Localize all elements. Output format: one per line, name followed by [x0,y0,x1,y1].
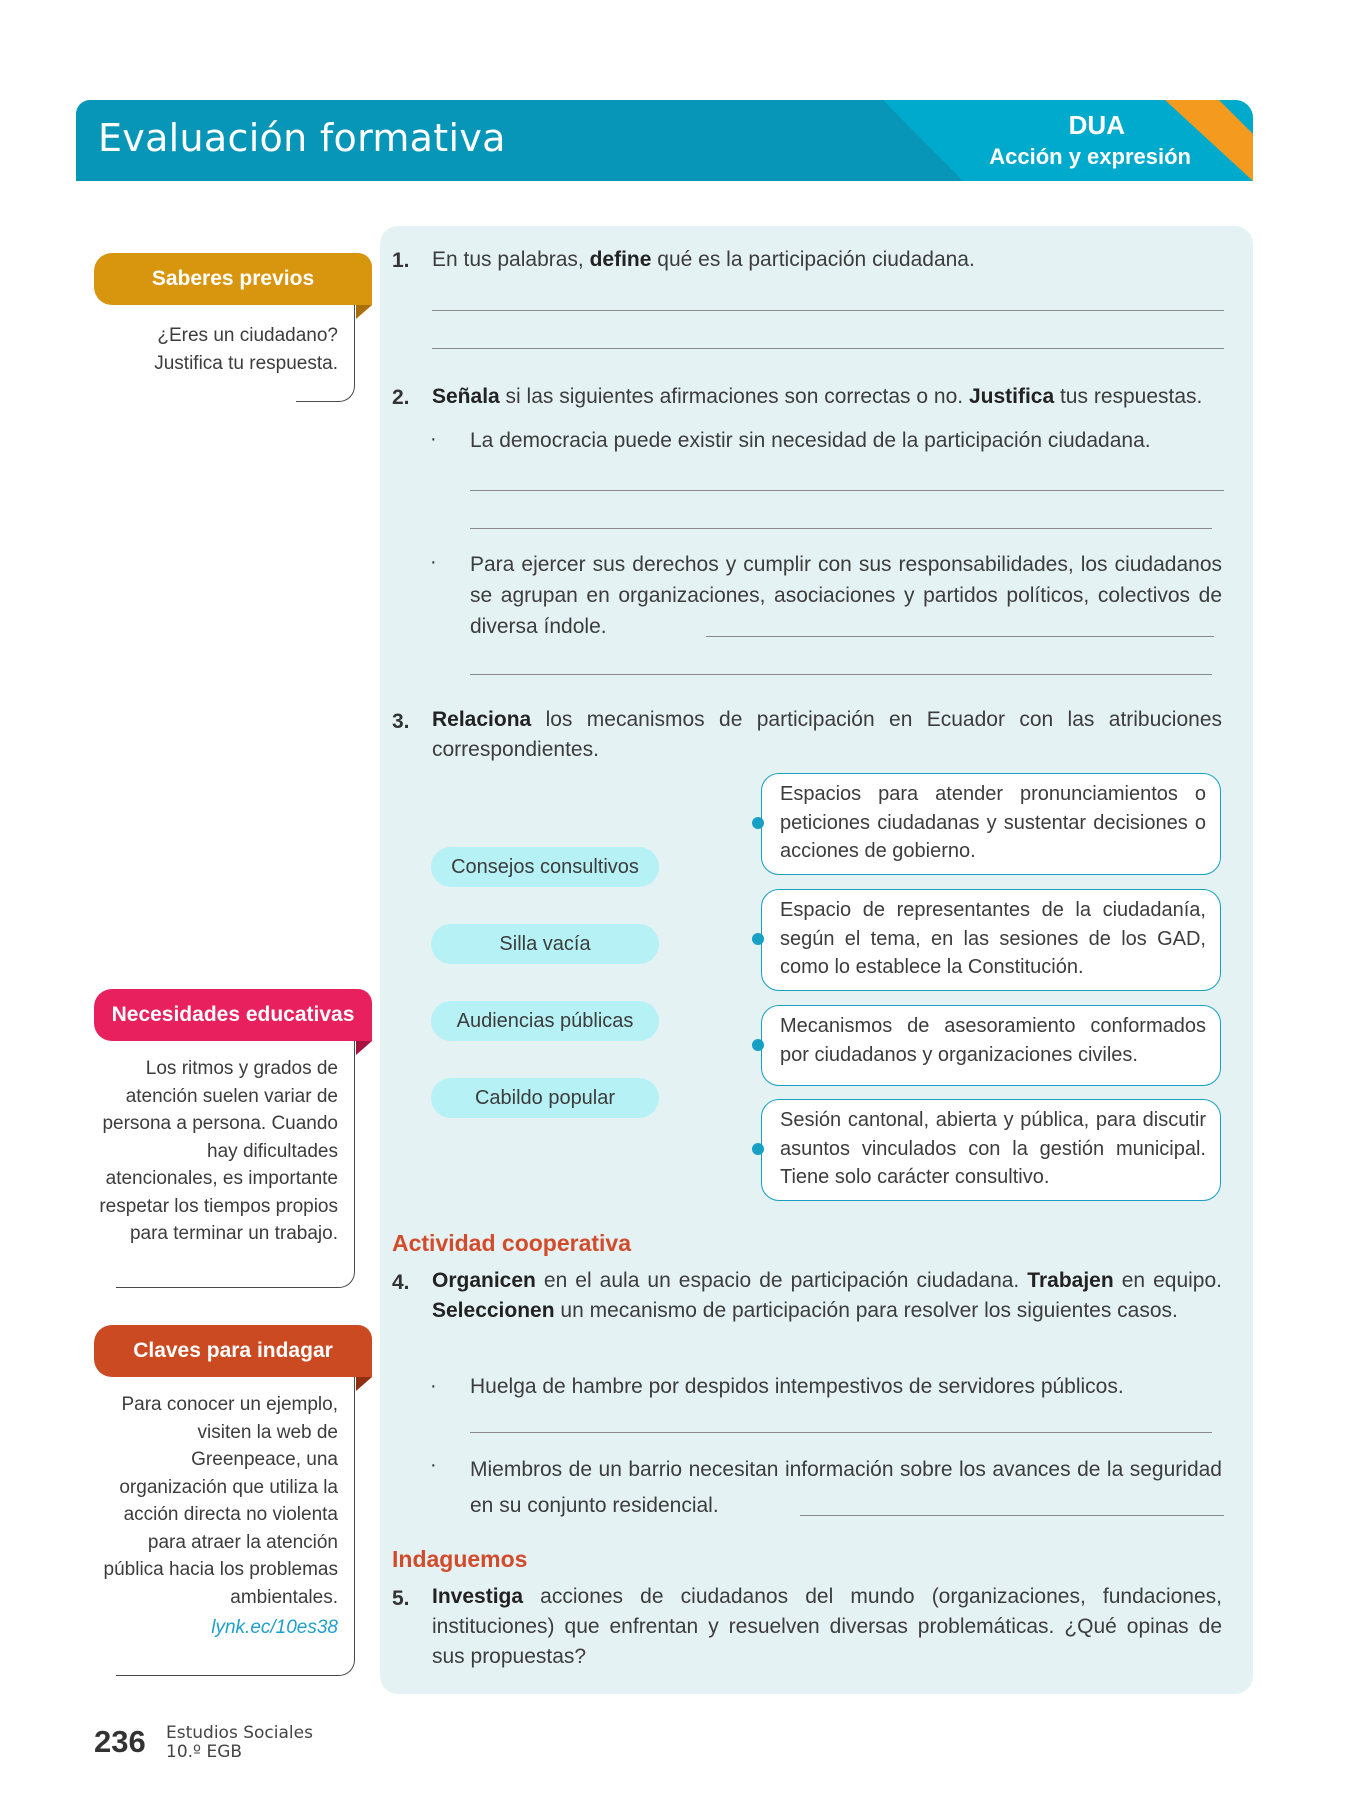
q3-verb: Relaciona [432,708,532,731]
q4-item-1: Huelga de hambre por despidos intempestivos de servidores públicos. [470,1375,1124,1398]
description-4-text: Sesión cantonal, abierta y pública, para discutir asuntos vinculados con la gestión municipal. Tiene solo carácter consultivo. [780,1109,1206,1188]
q3-number: 3. [392,710,410,733]
q1-post: qué es la participación ciudadana. [651,248,975,271]
q2-item2-answer-line-1[interactable] [706,636,1214,637]
description-box-3[interactable] [761,1005,1221,1086]
actividad-cooperativa-heading: Actividad cooperativa [392,1230,632,1256]
description-box-4[interactable] [761,1099,1221,1201]
description-3-text: Mecanismos de asesoramiento conformados por ciudadanos y organizaciones civiles. [780,1015,1206,1066]
q1-text [432,245,1222,275]
q5-verb: Investiga [432,1585,524,1608]
q4-item-2: Miembros de un barrio necesitan información sobre los avances de la seguridad en su conjunto residencial. [470,1458,1222,1517]
q4-item1-answer-line[interactable] [470,1432,1212,1433]
q5-post: acciones de ciudadanos del mundo (organizaciones, fundaciones, instituciones) que enfrentan y resuelven diversas problemáticas. ¿Qué opinas de sus propuestas? [432,1585,1222,1668]
q2-item-1: La democracia puede existir sin necesidad de la participación ciudadana. [470,429,1151,452]
q2-item2-answer-line-2[interactable] [470,674,1212,675]
match-dot-2[interactable] [752,933,764,945]
description-1-text: Espacios para atender pronunciamientos o peticiones ciudadanas y sustentar decisiones o acciones de gobierno. [780,783,1206,862]
q1-verb: define [589,248,652,271]
bullet-icon: · [430,551,437,573]
bullet-icon: · [430,428,437,450]
header-banner [76,100,1253,181]
page-title: Evaluación formativa [98,116,506,160]
claves-para-indagar-tab: Claves para indagar [94,1325,372,1377]
necesidades-fold [356,1041,372,1055]
q2-item1-answer-line-2[interactable] [470,528,1212,529]
q3-post: los mecanismos de participación en Ecuador con las atribuciones correspondientes. [432,708,1222,761]
mechanism-silla-vacia[interactable]: Silla vacía [431,924,659,964]
indaguemos-heading: Indaguemos [392,1546,528,1572]
match-dot-3[interactable] [752,1039,764,1051]
bullet-icon: · [430,1454,437,1476]
dua-title: DUA [1068,110,1125,140]
saberes-previos-text: ¿Eres un ciudadano? Justifica tu respuesta. [154,325,338,374]
q4-verb1: Organicen [432,1269,536,1292]
q5-text [432,1582,1222,1672]
match-dot-4[interactable] [752,1143,764,1155]
q3-text [432,705,1222,765]
saberes-previos-tab: Saberes previos [94,253,372,305]
q4-post: un mecanismo de participación para resolver los siguientes casos. [554,1299,1178,1322]
q4-mid2: en equipo. [1113,1269,1222,1292]
subject-name: Estudios Sociales [166,1723,313,1743]
q4-mid1: en el aula un espacio de participación ciudadana. [535,1269,1028,1292]
q5-number: 5. [392,1587,410,1610]
q2-mid: si las siguientes afirmaciones son correctas o no. [499,385,969,408]
mechanism-cabildo-popular[interactable]: Cabildo popular [431,1078,659,1118]
q4-item2-answer-line[interactable] [800,1515,1224,1516]
mechanism-audiencias-publicas[interactable]: Audiencias públicas [431,1001,659,1041]
q4-verb2: Trabajen [1027,1269,1114,1292]
claves-link[interactable]: lynk.ec/10es38 [211,1617,338,1638]
necesidades-educativas-tab: Necesidades educativas [94,989,372,1041]
saberes-fold [356,305,372,319]
claves-para-indagar-text [94,1391,338,1642]
claves-text: Para conocer un ejemplo, visiten la web de Greenpeace, una organización que utiliza la acción directa no violenta para atraer la atención pública hacia los problemas ambientales. [103,1394,338,1608]
q4-number: 4. [392,1271,410,1294]
q2-verb1: Señala [432,385,500,408]
footer-subject [166,1724,313,1762]
q1-answer-line-1[interactable] [432,310,1224,311]
match-dot-1[interactable] [752,817,764,829]
q1-answer-line-2[interactable] [432,348,1224,349]
q1-number: 1. [392,249,410,272]
page-number: 236 [94,1724,146,1759]
necesidades-educativas-text: Los ritmos y grados de atención suelen variar de persona a persona. Cuando hay dificultades atencionales, es importante respetar los tiempos propios para terminar un trabajo. [99,1058,338,1244]
bullet-icon: · [430,1375,437,1397]
q2-item1-answer-line-1[interactable] [470,490,1224,491]
grade-name: 10.º EGB [166,1742,243,1762]
claves-fold [356,1377,372,1391]
q4-verb3: Seleccionen [432,1299,555,1322]
dua-badge [883,100,1253,181]
dua-subtitle: Acción y expresión [989,144,1191,169]
description-box-2[interactable] [761,889,1221,991]
description-box-1[interactable] [761,773,1221,875]
q2-text [432,382,1232,412]
q2-item-2: Para ejercer sus derechos y cumplir con sus responsabilidades, los ciudadanos se agrupan en organizaciones, asociaciones y partidos políticos, colectivos de diversa índole. [470,553,1222,638]
q4-text [432,1266,1222,1326]
mechanism-consejos-consultivos[interactable]: Consejos consultivos [431,847,659,887]
q1-pre: En tus palabras, [432,248,590,271]
description-2-text: Espacio de representantes de la ciudadanía, según el tema, en las sesiones de los GAD, como lo establece la Constitución. [780,899,1206,978]
q2-verb2: Justifica [968,385,1055,408]
q2-number: 2. [392,386,410,409]
q2-post: tus respuestas. [1054,385,1203,408]
